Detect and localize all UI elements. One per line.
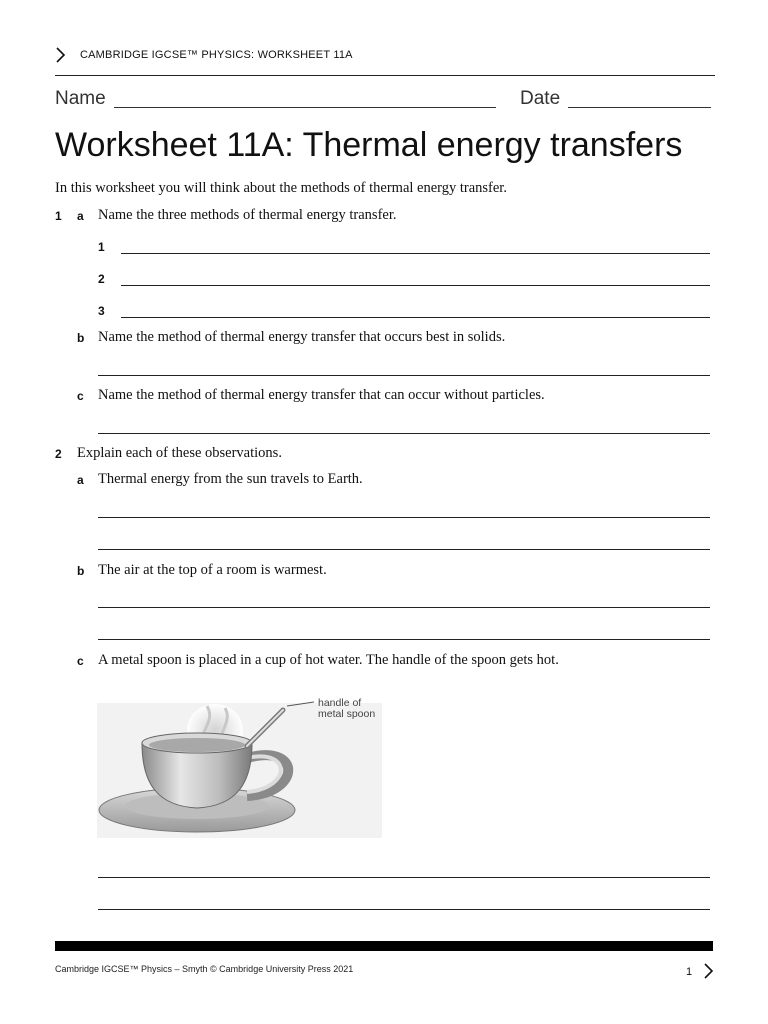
answer-item-1-number: 1 bbox=[98, 240, 105, 254]
date-field-line[interactable] bbox=[568, 107, 711, 108]
answer-line-1a-2[interactable] bbox=[121, 285, 710, 286]
question-2c-letter: c bbox=[77, 654, 84, 668]
answer-line-1a-1[interactable] bbox=[121, 253, 710, 254]
answer-line-2b-2[interactable] bbox=[98, 639, 710, 640]
question-1c-letter: c bbox=[77, 389, 84, 403]
header-divider bbox=[55, 75, 715, 76]
figure-label-line-1: handle of bbox=[318, 697, 362, 709]
footer-credit: Cambridge IGCSE™ Physics – Smyth © Cambridge University Press 2021 bbox=[55, 964, 354, 974]
question-2a-text: Thermal energy from the sun travels to Earth. bbox=[98, 471, 363, 487]
intro-text: In this worksheet you will think about the methods of thermal energy transfer. bbox=[55, 180, 507, 196]
footer-bar bbox=[55, 941, 713, 951]
answer-line-2b-1[interactable] bbox=[98, 607, 710, 608]
question-2c-text: A metal spoon is placed in a cup of hot water. The handle of the spoon gets hot. bbox=[98, 652, 559, 668]
date-label: Date bbox=[520, 88, 561, 109]
figure-label-line-2: metal spoon bbox=[318, 708, 376, 720]
question-1b-letter: b bbox=[77, 331, 85, 345]
question-2b-letter: b bbox=[77, 564, 85, 578]
answer-line-2a-1[interactable] bbox=[98, 517, 710, 518]
chevron-right-icon[interactable] bbox=[702, 962, 714, 980]
series-header: CAMBRIDGE IGCSE™ PHYSICS: WORKSHEET 11A bbox=[80, 49, 353, 61]
question-1-number: 1 bbox=[55, 209, 62, 223]
answer-line-1b[interactable] bbox=[98, 375, 710, 376]
answer-line-1c[interactable] bbox=[98, 433, 710, 434]
answer-item-3-number: 3 bbox=[98, 304, 105, 318]
name-label: Name bbox=[55, 88, 106, 109]
answer-line-2c-2[interactable] bbox=[98, 909, 710, 910]
question-1a-letter: a bbox=[77, 209, 84, 223]
question-2b-text: The air at the top of a room is warmest. bbox=[98, 562, 327, 578]
answer-line-2a-2[interactable] bbox=[98, 549, 710, 550]
question-2-number: 2 bbox=[55, 447, 62, 461]
answer-line-1a-3[interactable] bbox=[121, 317, 710, 318]
question-2-text: Explain each of these observations. bbox=[77, 445, 282, 461]
question-1b-text: Name the method of thermal energy transfer that occurs best in solids. bbox=[98, 329, 506, 345]
name-field-line[interactable] bbox=[114, 107, 496, 108]
page-number: 1 bbox=[686, 966, 693, 978]
page-title: Worksheet 11A: Thermal energy transfers bbox=[55, 126, 683, 164]
cup-with-spoon-illustration bbox=[97, 688, 387, 838]
question-1a-text: Name the three methods of thermal energy transfer. bbox=[98, 207, 397, 223]
chevron-right-icon bbox=[54, 46, 68, 64]
question-1c-text: Name the method of thermal energy transfer that can occur without particles. bbox=[98, 387, 545, 403]
answer-line-2c-1[interactable] bbox=[98, 877, 710, 878]
question-2a-letter: a bbox=[77, 473, 84, 487]
answer-item-2-number: 2 bbox=[98, 272, 105, 286]
